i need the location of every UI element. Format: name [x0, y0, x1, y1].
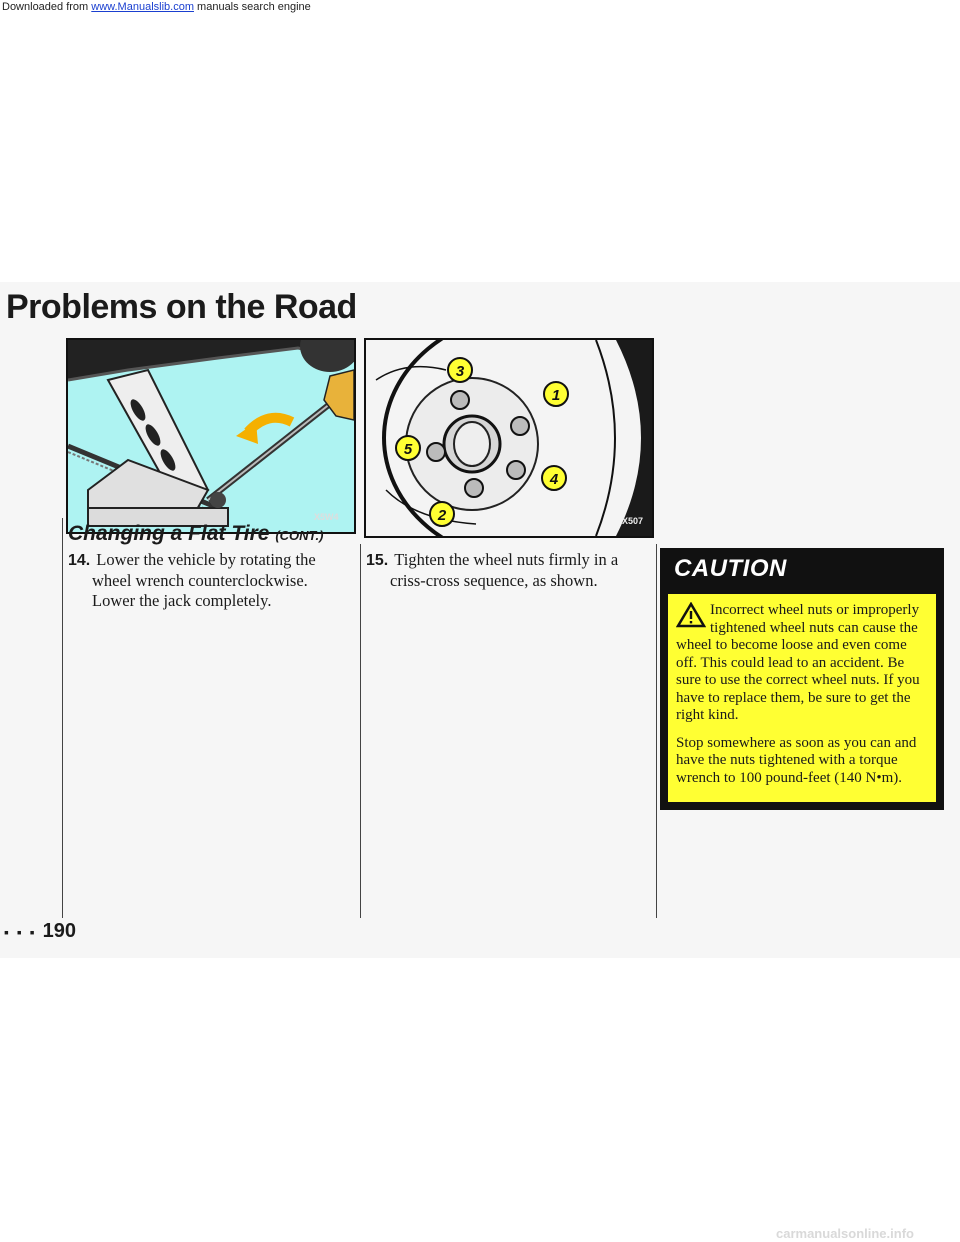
site-watermark: carmanualsonline.info — [776, 1226, 914, 1241]
caution-paragraph-1-text: Incorrect wheel nuts or improperly tightened wheel nuts can cause the wheel to become loose and even come off. This could lead to an accident. Be sure to use the correct wheel nuts. If you have to replace them, be sure to get the right kind. — [676, 602, 920, 723]
figure-code-right: X507 — [622, 516, 644, 526]
lug-badge-5 — [396, 436, 420, 460]
lug-label-3: 3 — [455, 363, 465, 380]
lug-label-1: 1 — [551, 387, 561, 404]
step-14 — [68, 550, 316, 611]
manual-page — [0, 282, 960, 958]
page-title: Problems on the Road — [6, 288, 357, 326]
section-heading-cont: (CONT.) — [275, 528, 324, 543]
caution-box — [660, 548, 944, 810]
column-divider-right — [656, 544, 657, 918]
page-number: 190 — [42, 920, 77, 942]
lug-badge-2 — [430, 502, 454, 526]
caution-paragraph-1 — [676, 602, 928, 725]
column-divider-middle — [360, 544, 361, 918]
warning-triangle-icon — [676, 602, 706, 628]
step-14-line-1: Lower the vehicle by rotating the — [96, 550, 316, 569]
step-15 — [366, 550, 618, 591]
lug-label-2: 2 — [437, 507, 447, 524]
wheel-drawing — [366, 340, 652, 536]
source-banner — [0, 0, 960, 14]
caution-title: CAUTION — [674, 555, 787, 582]
step-14-line-3: Lower the jack completely. — [92, 591, 272, 610]
banner-prefix: Downloaded from — [2, 1, 89, 13]
caution-paragraph-2: Stop somewhere as soon as you can and have the nuts tightened with a torque wrench to 100 pound-feet (140 N•m). — [676, 734, 917, 786]
column-divider-left — [62, 518, 63, 918]
lug-badge-4 — [542, 466, 566, 490]
step-15-number: 15. — [366, 552, 389, 569]
lug-nut-sequence-illustration — [364, 338, 654, 538]
jack-lowering-drawing — [68, 340, 354, 532]
jack-lowering-illustration — [66, 338, 356, 534]
page-footer — [4, 920, 76, 943]
step-14-number: 14. — [68, 552, 91, 569]
step-14-line-2: wheel wrench counterclockwise. — [92, 571, 308, 590]
lug-label-5: 5 — [403, 441, 413, 458]
lug-badge-1 — [544, 382, 568, 406]
figure-code-left: X5W4 — [314, 512, 339, 522]
page-number-dots: ▪ ▪ ▪ — [4, 923, 37, 940]
lug-badge-3 — [448, 358, 472, 382]
section-heading-text: Changing a Flat Tire — [68, 522, 270, 545]
banner-suffix: manuals search engine — [197, 1, 311, 13]
section-heading — [68, 522, 323, 546]
step-15-line-1: Tighten the wheel nuts firmly in a — [394, 550, 619, 569]
manualslib-link[interactable]: www.Manualslib.com — [91, 1, 194, 13]
step-15-line-2: criss-cross sequence, as shown. — [390, 571, 598, 590]
lug-label-4: 4 — [549, 471, 559, 488]
caution-body — [668, 594, 936, 802]
